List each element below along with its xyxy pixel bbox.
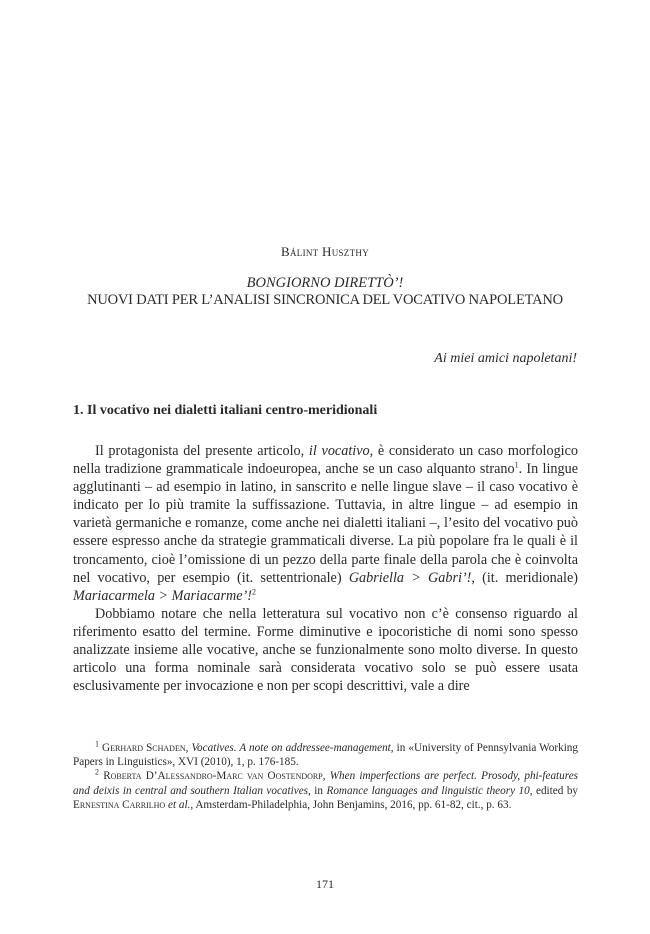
text-run: . In lingue agglutinanti – ad esempio in latino, in sanscrito e nelle lingue slave – il caso vocativo è indicato per lo più tramite la suffissazione. Tuttavia, in altre lingue – ad esempio in varietà germaniche e romanze, come anche nei dialetti italiani –, l’esito del vocativo può essere espresso anche da strategie grammaticali diverse. La più popolare fra le quali è il troncamento, cioè l’omissione di un pezzo della parte finale della parola che è coinvolta nel vocativo, per esempio (it. settentrionale) <box>73 461 579 586</box>
italic-example: Gabriella > Gabri’! <box>348 569 472 586</box>
text-run: è considerato un caso morfologico nella tradizione grammaticale indoeuropea, anche se un caso alquanto strano <box>73 443 578 478</box>
text-run: , edited by <box>529 784 579 797</box>
footnote-editor: Ernestina Carrilho <box>73 798 166 811</box>
footnote-1 <box>73 741 578 769</box>
footnote-ref-2[interactable]: 2 <box>252 587 256 597</box>
author-name: Bálint Huszthy <box>281 244 369 259</box>
text-run: , <box>322 770 330 783</box>
title-line-2: NUOVI DATI PER L’ANALISI SINCRONICA DEL VOCATIVO NAPOLETANO <box>87 292 563 308</box>
text-run: , (it. meridionale) <box>471 569 578 586</box>
paragraph-1 <box>73 442 578 605</box>
section-heading: 1. Il vocativo nei dialetti italiani centro-meridionali <box>73 403 378 418</box>
footnote-author: Roberta D’Alessandro-Marc van Oostendorp <box>103 770 323 783</box>
text-run: Il protagonista del presente articolo, <box>95 443 309 459</box>
footnote-title: When imperfections are perfect. Prosody, phi-features and deixis in central and southern Italian vocatives <box>73 770 579 797</box>
text-run: , Amsterdam-Philadelphia, John Benjamins, 2016, pp. 61-82, cit., p. 63. <box>190 798 512 811</box>
footnotes <box>73 741 578 812</box>
text-run: , in <box>308 784 327 797</box>
footnote-author: Gerhard Schaden <box>102 742 186 754</box>
italic-example: Mariacarmela > Mariacarme’! <box>73 587 252 604</box>
italic-term: il vocativo, <box>308 443 374 459</box>
body-text <box>73 442 578 695</box>
article-title <box>60 275 590 309</box>
footnote-title: Vocatives. A note on addressee-management <box>191 742 391 754</box>
text-run: , <box>185 742 192 754</box>
footnote-number: 2 <box>95 767 99 777</box>
paragraph-2: Dobbiamo notare che nella letteratura sul vocativo non c’è consenso riguardo al riferimento esatto del termine. Forme diminutive e ipocoristiche di nomi sono spesso analizzate insieme alle vocative, anche se funzionalmente sono molto diverse. In questo articolo una forma nominale sarà considerata vocativo solo se può essere usata esclusivamente per invocazione e non per scopi descrittivi, vale a dire <box>73 605 578 695</box>
footnote-book: Romance languages and linguistic theory 10 <box>326 784 530 797</box>
footnote-ref-1[interactable]: 1 <box>514 460 519 470</box>
text-run: et al. <box>165 798 191 811</box>
page-number: 171 <box>316 877 334 891</box>
title-line-1: BONGIORNO DIRETTÒ’! <box>246 275 404 291</box>
footnote-2 <box>73 769 578 812</box>
dedication: Ai miei amici napoletani! <box>434 351 577 366</box>
footnote-number: 1 <box>95 739 99 749</box>
text-run: , in «University of Pennsylvania Working Papers in Linguistics», XVI (2010), 1, p. 176-185. <box>73 742 578 769</box>
